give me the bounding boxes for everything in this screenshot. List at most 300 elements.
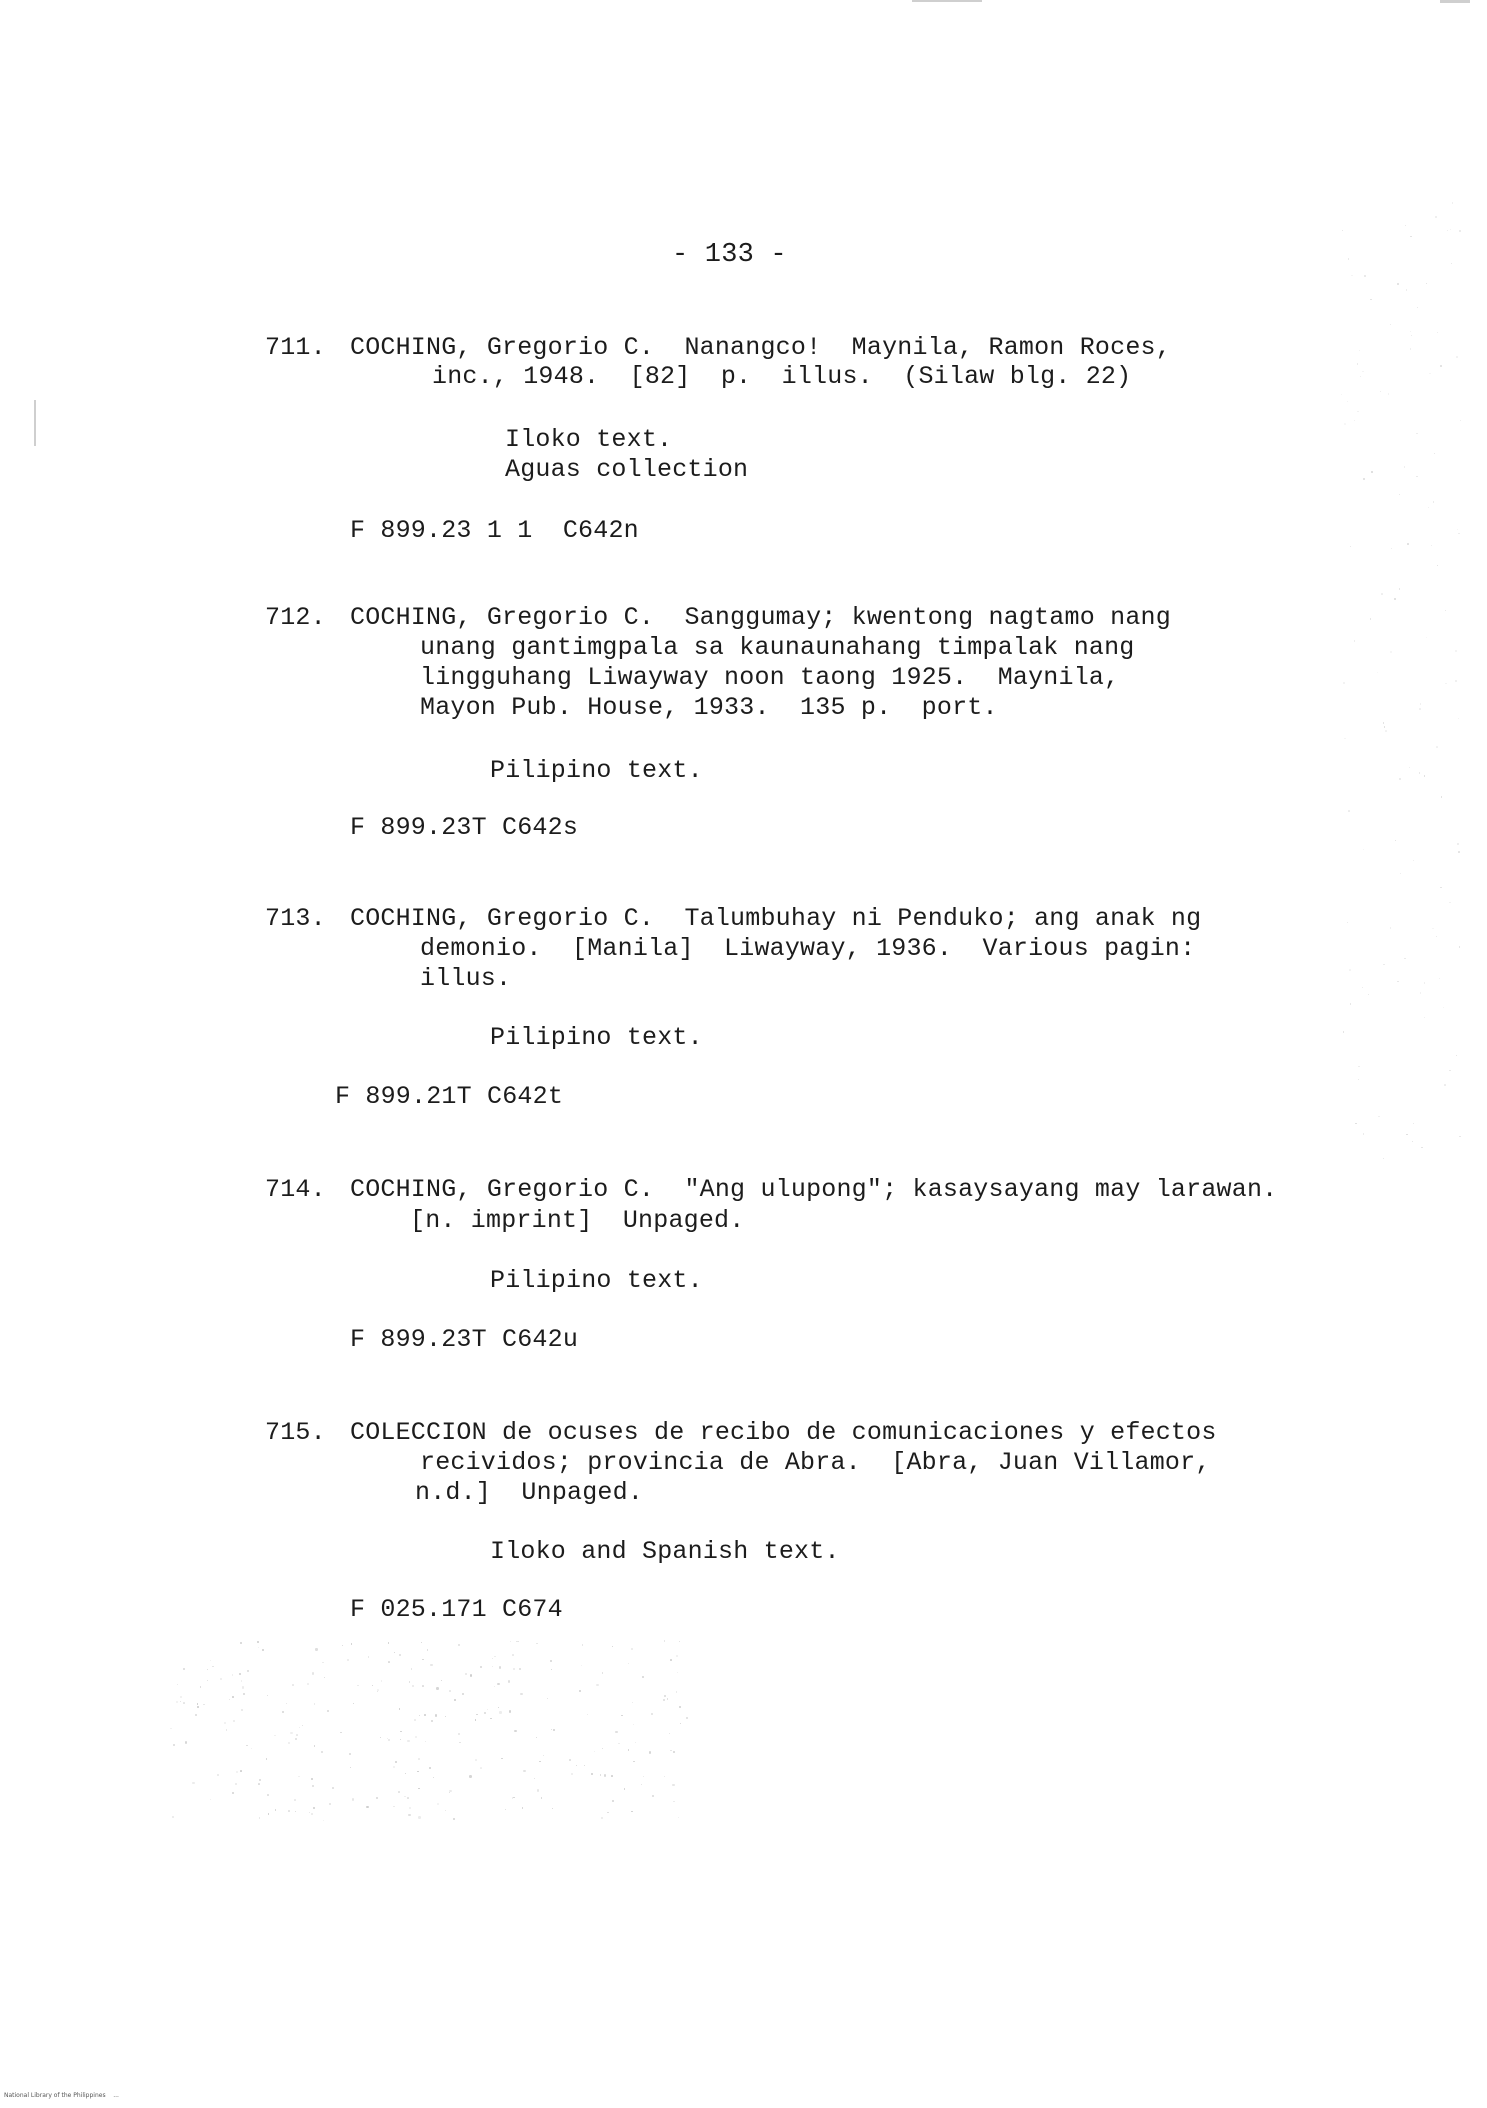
- scan-edge-mark: [912, 0, 982, 2]
- scan-speck: [553, 1729, 555, 1731]
- scan-speck: [494, 1656, 496, 1658]
- scan-speck: [352, 1798, 354, 1800]
- entry-line: unang gantimgpala sa kaunaunahang timpalak nang: [420, 633, 1135, 662]
- scan-speck: [262, 1649, 264, 1651]
- scan-speck: [388, 1739, 390, 1741]
- scan-speck: [673, 1801, 674, 1802]
- entry-note: Pilipino text.: [490, 1023, 703, 1052]
- scan-speck: [631, 1648, 633, 1650]
- scan-speck: [1434, 453, 1435, 454]
- scan-speck: [1351, 275, 1353, 277]
- scan-speck: [417, 1771, 418, 1772]
- scan-speck: [641, 1784, 642, 1785]
- scan-speck: [480, 1666, 482, 1668]
- scan-speck: [323, 1820, 324, 1821]
- scan-speck: [633, 1761, 635, 1763]
- scan-speck: [405, 1773, 407, 1775]
- scan-speck: [1456, 356, 1458, 358]
- scan-speck: [173, 1744, 175, 1746]
- scan-speck: [602, 1672, 604, 1674]
- scan-speck: [212, 1666, 213, 1667]
- scan-speck: [514, 1730, 516, 1732]
- scan-speck: [1436, 746, 1438, 748]
- scan-speck: [1409, 767, 1410, 768]
- scan-speck: [672, 1784, 674, 1786]
- scan-speck: [1416, 476, 1417, 477]
- scan-speck: [350, 1767, 352, 1769]
- scan-speck: [258, 1647, 259, 1648]
- scan-speck: [408, 1814, 410, 1816]
- entry-note: Pilipino text.: [490, 756, 703, 785]
- scan-speck: [170, 1728, 172, 1730]
- scan-speck: [1420, 703, 1422, 705]
- scan-speck: [435, 1714, 437, 1716]
- scan-speck: [399, 1654, 401, 1656]
- scan-speck: [1397, 981, 1398, 982]
- scan-speck: [1417, 307, 1418, 308]
- scan-speck: [309, 1812, 310, 1813]
- call-number: F 899.23T C642s: [350, 813, 579, 842]
- scan-speck: [1443, 1007, 1444, 1008]
- scan-speck: [399, 1708, 401, 1710]
- call-number: F 899.23T C642u: [350, 1325, 579, 1354]
- scan-speck: [1344, 423, 1346, 425]
- scan-speck: [458, 1733, 460, 1735]
- entry-line: COCHING, Gregorio C. Nanangco! Maynila, Ramon Roces,: [350, 333, 1171, 362]
- scan-speck: [226, 1729, 228, 1731]
- scan-speck: [427, 1649, 428, 1650]
- scan-speck: [513, 1797, 514, 1798]
- scan-speck: [1445, 610, 1446, 611]
- scan-speck: [1412, 1141, 1413, 1142]
- scan-speck: [1437, 332, 1438, 333]
- scan-speck: [232, 1696, 234, 1698]
- scan-speck: [1341, 394, 1342, 395]
- scan-speck: [235, 1783, 237, 1785]
- scan-speck: [388, 1642, 390, 1644]
- scan-speck: [642, 1676, 644, 1678]
- scan-speck: [425, 1741, 426, 1742]
- scan-speck: [475, 1759, 477, 1761]
- scan-speck: [470, 1674, 472, 1676]
- scan-speck: [407, 1797, 409, 1799]
- scan-speck: [381, 1680, 383, 1682]
- scan-speck: [618, 1743, 619, 1744]
- scan-speck: [621, 1715, 623, 1717]
- scan-speck: [366, 1806, 368, 1808]
- scan-speck: [185, 1741, 187, 1743]
- scan-speck: [1445, 683, 1447, 685]
- scan-speck: [251, 1748, 252, 1749]
- scan-speck: [1455, 680, 1457, 682]
- scan-speck: [1459, 230, 1461, 232]
- scan-speck: [275, 1809, 277, 1811]
- scan-speck: [177, 1684, 178, 1685]
- call-number: F 025.171 C674: [350, 1595, 563, 1624]
- scan-speck: [266, 1758, 267, 1759]
- scan-margin-mark: [34, 400, 36, 446]
- entry-line: COCHING, Gregorio C. Talumbuhay ni Penduko; ang anak ng: [350, 904, 1202, 933]
- scan-speck: [1343, 682, 1345, 684]
- entry-line: illus.: [420, 964, 512, 993]
- scan-speck: [307, 1683, 309, 1685]
- scan-speck: [295, 1811, 296, 1812]
- entry-number: 712.: [265, 603, 326, 632]
- scan-speck: [1358, 1066, 1359, 1067]
- scan-speck: [295, 1738, 297, 1740]
- scan-speck: [1368, 994, 1369, 995]
- scan-speck: [422, 1659, 424, 1661]
- entry-line: demonio. [Manila] Liwayway, 1936. Various pagin:: [420, 934, 1196, 963]
- scan-speck: [1413, 1123, 1414, 1124]
- scan-speck: [469, 1775, 471, 1777]
- scan-speck: [207, 1669, 208, 1670]
- scan-speck: [1406, 289, 1408, 291]
- scan-speck: [314, 1703, 315, 1704]
- scan-speck: [1354, 420, 1355, 421]
- scan-speck: [587, 1714, 588, 1715]
- scan-speck: [200, 1686, 202, 1688]
- scan-speck: [311, 1813, 313, 1815]
- scan-speck: [377, 1691, 378, 1692]
- scan-speck: [1420, 992, 1422, 994]
- scan-speck: [670, 1750, 672, 1752]
- scan-speck: [445, 1810, 446, 1811]
- scan-speck: [492, 1658, 493, 1659]
- entry-line: [n. imprint] Unpaged.: [410, 1206, 745, 1235]
- scan-speck: [312, 1785, 314, 1787]
- scan-speck: [267, 1794, 269, 1796]
- scan-speck: [505, 1809, 506, 1810]
- scan-speck: [1439, 978, 1440, 979]
- scan-speck: [247, 1670, 248, 1671]
- scan-speck: [670, 1659, 672, 1661]
- scan-speck: [1391, 548, 1392, 549]
- scan-speck: [1458, 851, 1460, 853]
- scan-speck: [1419, 772, 1421, 774]
- scan-speck: [1395, 840, 1397, 842]
- entry-line: n.d.] Unpaged.: [415, 1478, 644, 1507]
- scan-speck: [424, 1714, 426, 1716]
- scan-speck: [357, 1685, 358, 1686]
- scan-speck: [1377, 672, 1378, 673]
- entry-line: COCHING, Gregorio C. Sanggumay; kwentong nagtamo nang: [350, 603, 1171, 632]
- scan-speck: [313, 1807, 315, 1809]
- scan-speck: [1429, 373, 1431, 375]
- scan-speck: [582, 1644, 584, 1646]
- scan-speck: [501, 1758, 502, 1759]
- scan-speck: [1394, 598, 1396, 600]
- scan-speck: [604, 1774, 606, 1776]
- scan-speck: [1449, 902, 1451, 904]
- scan-speck: [1348, 258, 1349, 259]
- scan-speck: [667, 1698, 669, 1700]
- scan-speck: [677, 1672, 678, 1673]
- scan-speck: [596, 1684, 598, 1686]
- scan-speck: [539, 1761, 540, 1762]
- entry-note: Aguas collection: [505, 455, 749, 484]
- scan-speck: [459, 1742, 460, 1743]
- scan-speck: [324, 1677, 325, 1678]
- scan-speck: [1449, 1070, 1451, 1072]
- scan-speck: [680, 1723, 681, 1724]
- scan-speck: [183, 1702, 185, 1704]
- scan-speck: [1405, 225, 1406, 226]
- scan-speck: [534, 1778, 536, 1780]
- scan-speck: [1358, 1079, 1359, 1080]
- scan-speck: [282, 1711, 284, 1713]
- scan-speck: [321, 1751, 323, 1753]
- scan-speck: [1416, 433, 1418, 435]
- scan-speck: [516, 1641, 518, 1643]
- scan-speck: [499, 1711, 501, 1713]
- scan-speck: [268, 1813, 269, 1814]
- scan-speck: [411, 1668, 413, 1670]
- scan-speck: [497, 1683, 499, 1685]
- scan-speck: [591, 1773, 593, 1775]
- scan-speck: [1342, 230, 1343, 231]
- scan-speck: [612, 1800, 614, 1802]
- scan-speck: [239, 1673, 241, 1675]
- scan-speck: [387, 1738, 388, 1739]
- scan-speck: [224, 1722, 226, 1724]
- scan-speck: [347, 1659, 349, 1661]
- scan-speck: [1407, 543, 1409, 545]
- scan-speck: [203, 1704, 204, 1705]
- scan-speck: [192, 1782, 194, 1784]
- scan-speck: [1444, 1084, 1446, 1086]
- scan-speck: [1459, 946, 1461, 948]
- scan-speck: [1447, 230, 1448, 231]
- scan-speck: [663, 1699, 665, 1701]
- entry-number: 713.: [265, 904, 326, 933]
- scan-speck: [1390, 927, 1391, 928]
- scan-speck: [1350, 1003, 1351, 1004]
- scan-speck: [1390, 324, 1391, 325]
- scan-edge-mark: [1440, 0, 1470, 3]
- scan-speck: [314, 1745, 315, 1746]
- scan-speck: [299, 1727, 300, 1728]
- scan-speck: [1433, 501, 1435, 503]
- scan-speck: [458, 1644, 459, 1645]
- scan-speck: [1406, 1134, 1408, 1136]
- scan-speck: [543, 1755, 544, 1756]
- scan-speck: [1436, 936, 1437, 937]
- scan-speck: [195, 1714, 197, 1716]
- scan-speck: [523, 1770, 525, 1772]
- scan-speck: [431, 1720, 433, 1722]
- scan-speck: [673, 1751, 675, 1753]
- scan-speck: [241, 1709, 243, 1711]
- scan-speck: [267, 1695, 268, 1696]
- scan-speck: [1370, 299, 1371, 300]
- scan-speck: [290, 1732, 292, 1734]
- scan-speck: [1458, 533, 1460, 535]
- scan-speck: [454, 1699, 455, 1700]
- scan-speck: [679, 1641, 680, 1642]
- scan-speck: [1400, 873, 1401, 874]
- scan-footer: National Library of the Philippines ...: [4, 2092, 119, 2099]
- scan-speck: [1399, 588, 1400, 589]
- scan-speck: [635, 1742, 636, 1743]
- scan-speck: [1383, 964, 1385, 966]
- scan-speck: [1347, 401, 1348, 402]
- scan-speck: [436, 1687, 438, 1689]
- scan-speck: [1344, 738, 1346, 740]
- scan-speck: [1457, 843, 1458, 844]
- scan-speck: [240, 1770, 242, 1772]
- scan-speck: [686, 1717, 688, 1719]
- scan-speck: [594, 1751, 596, 1753]
- scan-speck: [340, 1732, 341, 1733]
- scan-speck: [414, 1719, 416, 1721]
- scan-speck: [207, 1680, 208, 1681]
- scan-speck: [652, 1795, 654, 1797]
- scan-speck: [294, 1799, 296, 1801]
- scan-speck: [1354, 640, 1356, 642]
- scan-speck: [1459, 1136, 1461, 1138]
- scan-speck: [332, 1787, 334, 1789]
- scan-speck: [351, 1643, 352, 1644]
- scan-speck: [1457, 529, 1458, 530]
- scan-speck: [612, 1646, 613, 1647]
- scan-speck: [258, 1783, 260, 1785]
- scan-speck: [368, 1656, 370, 1658]
- page-number: - 133 -: [672, 240, 787, 270]
- scan-speck: [259, 1817, 261, 1819]
- entry-line: recividos; provincia de Abra. [Abra, Juan Villamor,: [420, 1448, 1211, 1477]
- scan-speck: [433, 1777, 435, 1779]
- scan-speck: [1350, 546, 1351, 547]
- scan-speck: [437, 1803, 439, 1805]
- scan-speck: [522, 1807, 523, 1808]
- scan-speck: [571, 1773, 573, 1775]
- scan-speck: [624, 1788, 626, 1790]
- scan-speck: [1437, 565, 1438, 566]
- scan-speck: [631, 1811, 633, 1813]
- scan-speck: [581, 1665, 582, 1666]
- scan-speck: [1424, 775, 1426, 777]
- scan-speck: [197, 1706, 199, 1708]
- scan-speck: [600, 1774, 602, 1776]
- scan-speck: [418, 1816, 420, 1818]
- scan-speck: [1440, 365, 1442, 367]
- scan-speck: [220, 1678, 222, 1680]
- scan-speck: [676, 1691, 677, 1692]
- scan-speck: [628, 1663, 629, 1664]
- scan-speck: [1426, 283, 1427, 284]
- scan-speck: [380, 1737, 382, 1739]
- scan-speck: [607, 1812, 609, 1814]
- scan-speck: [512, 1654, 514, 1656]
- scan-speck: [1343, 1031, 1344, 1032]
- scan-speck: [579, 1690, 581, 1692]
- scan-speck: [1381, 593, 1383, 595]
- scan-speck: [372, 1685, 373, 1686]
- scan-speck: [409, 1681, 410, 1682]
- scan-speck: [679, 1706, 681, 1708]
- scan-speck: [1458, 718, 1459, 719]
- entry-number: 715.: [265, 1418, 326, 1447]
- scan-speck: [1410, 348, 1411, 349]
- scan-speck: [233, 1720, 235, 1722]
- scan-speck: [176, 1701, 178, 1703]
- scan-speck: [312, 1672, 314, 1674]
- scan-speck: [1399, 778, 1401, 780]
- scan-speck: [1410, 236, 1412, 238]
- scan-speck: [615, 1731, 617, 1733]
- scan-speck: [1348, 810, 1350, 812]
- scan-speck: [547, 1698, 548, 1699]
- scan-speck: [217, 1774, 219, 1776]
- entry-number: 711.: [265, 333, 326, 362]
- scan-speck: [240, 1642, 242, 1644]
- scan-speck: [664, 1776, 665, 1777]
- scan-speck: [246, 1745, 248, 1747]
- scan-speck: [1360, 376, 1362, 378]
- scan-speck: [172, 1816, 174, 1818]
- scan-speck: [404, 1796, 406, 1798]
- scan-speck: [327, 1710, 329, 1712]
- scan-speck: [243, 1693, 245, 1695]
- scan-speck: [536, 1643, 537, 1644]
- scan-speck: [302, 1725, 303, 1726]
- scan-speck: [1355, 1123, 1357, 1125]
- scan-speck: [476, 1714, 477, 1715]
- scan-speck: [1362, 987, 1363, 988]
- scan-speck: [376, 1797, 378, 1799]
- scan-speck: [1383, 1158, 1384, 1159]
- scan-speck: [664, 1695, 666, 1697]
- scan-speck: [453, 1818, 455, 1820]
- scan-speck: [274, 1735, 275, 1736]
- scan-speck: [611, 1775, 613, 1777]
- scan-speck: [1357, 363, 1358, 364]
- scan-speck: [311, 1778, 313, 1780]
- scan-speck: [1432, 928, 1433, 929]
- scan-speck: [241, 1680, 243, 1682]
- scan-speck: [669, 1733, 670, 1734]
- scan-speck: [1424, 982, 1426, 984]
- scan-speck: [449, 1690, 451, 1692]
- scan-speck: [236, 1771, 238, 1773]
- scan-speck: [445, 1716, 446, 1717]
- scan-speck: [296, 1734, 298, 1736]
- scan-speck: [1378, 1116, 1379, 1117]
- scan-speck: [210, 1660, 211, 1661]
- entry-line: lingguhang Liwayway noon taong 1925. Maynila,: [420, 663, 1120, 692]
- call-number: F 899.23 1 1 C642n: [350, 516, 639, 545]
- scan-speck: [1359, 350, 1360, 351]
- scan-speck: [601, 1817, 603, 1819]
- scan-speck: [541, 1797, 543, 1799]
- scan-speck: [412, 1685, 414, 1687]
- scan-speck: [490, 1718, 492, 1720]
- scan-speck: [1349, 969, 1351, 971]
- scan-speck: [242, 1686, 244, 1688]
- scan-speck: [430, 1664, 432, 1666]
- scan-speck: [229, 1699, 230, 1700]
- scan-speck: [1388, 393, 1389, 394]
- scan-speck: [678, 1817, 679, 1818]
- scan-speck: [480, 1767, 482, 1769]
- scan-speck: [576, 1765, 577, 1766]
- scan-speck: [232, 1674, 233, 1675]
- scan-speck: [602, 1748, 603, 1749]
- scan-speck: [1363, 849, 1364, 850]
- scan-speck: [388, 1661, 390, 1663]
- scan-speck: [632, 1702, 633, 1703]
